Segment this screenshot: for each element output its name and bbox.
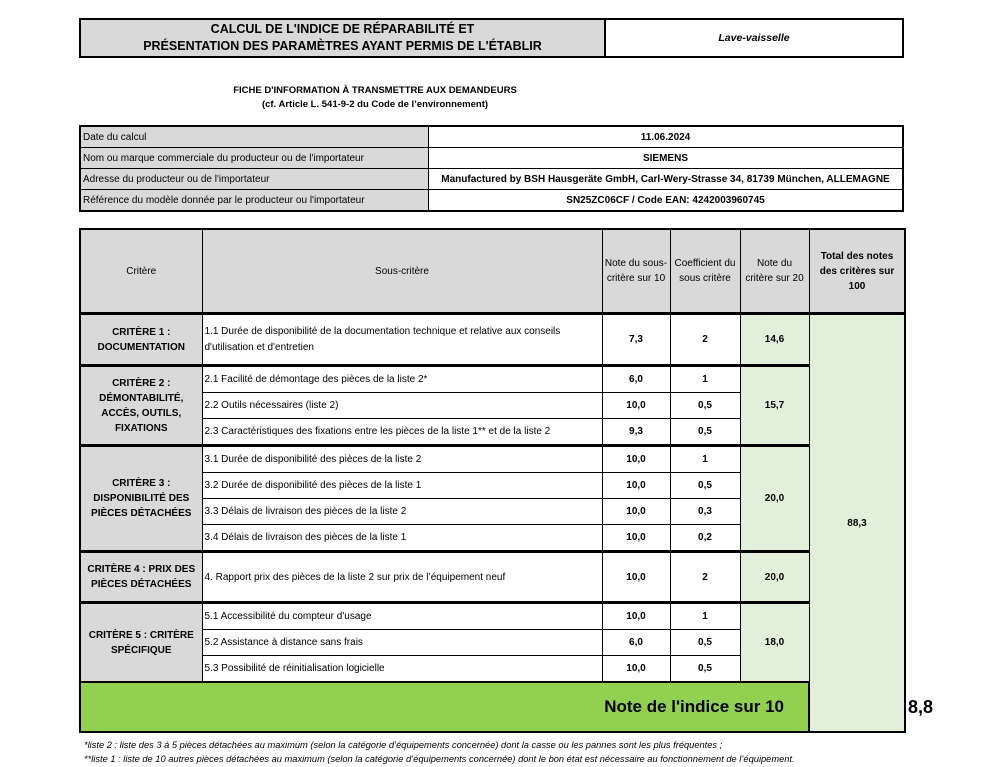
info-label: Nom ou marque commerciale du producteur ou de l'importateur [80, 148, 429, 169]
criterion-name: CRITÈRE 1 : DOCUMENTATION [80, 314, 202, 366]
subcriterion-coef: 0,5 [670, 393, 740, 419]
header-block [79, 18, 904, 58]
info-value: 11.06.2024 [429, 126, 904, 148]
info-row [80, 126, 903, 148]
subcriterion-coef: 2 [670, 314, 740, 366]
criterion-name: CRITÈRE 3 : DISPONIBILITÉ DES PIÈCES DÉTACHÉES [80, 446, 202, 552]
footnote-2: **liste 1 : liste de 10 autres pièces détachées au maximum (selon la catégorie d’équipements concernée) dont le bon état est nécessaire au fonctionnement de l’équipement. [84, 754, 795, 764]
criterion-name: CRITÈRE 2 : DÉMONTABILITÉ, ACCÈS, OUTILS, FIXATIONS [80, 366, 202, 446]
subcriterion-coef: 1 [670, 603, 740, 630]
fiche-line-1: FICHE D'INFORMATION À TRANSMETTRE AUX DEMANDEURS [233, 85, 517, 96]
subcriterion-coef: 0,5 [670, 473, 740, 499]
info-label: Référence du modèle donnée par le producteur ou l'importateur [80, 190, 429, 212]
subcriterion-label: 2.1 Facilité de démontage des pièces de la liste 2* [202, 366, 602, 393]
subcriterion-coef: 0,3 [670, 499, 740, 525]
criterion-name: CRITÈRE 4 : PRIX DES PIÈCES DÉTACHÉES [80, 552, 202, 603]
fiche-line-2: (cf. Article L. 541-9-2 du Code de l’environnement) [261, 99, 489, 110]
subcriterion-note: 10,0 [602, 603, 670, 630]
header-sous-critere: Sous-critère [202, 229, 602, 314]
subcriterion-coef: 2 [670, 552, 740, 603]
info-row [80, 169, 903, 190]
subcriterion-label: 5.3 Possibilité de réinitialisation logicielle [202, 656, 602, 683]
subcriterion-note: 10,0 [602, 393, 670, 419]
info-table [79, 125, 904, 212]
header-coef: Coefficient du sous critère [670, 229, 740, 314]
subcriterion-label: 3.2 Durée de disponibilité des pièces de la liste 1 [202, 473, 602, 499]
criterion-name: CRITÈRE 5 : CRITÈRE SPÉCIFIQUE [80, 603, 202, 683]
info-value: SN25ZC06CF / Code EAN: 4242003960745 [429, 190, 904, 212]
final-index-label: Note de l'indice sur 10 [80, 682, 809, 732]
info-label: Date du calcul [80, 126, 429, 148]
header-note-sous: Note du sous-critère sur 10 [602, 229, 670, 314]
subcriterion-label: 4. Rapport prix des pièces de la liste 2 sur prix de l’équipement neuf [202, 552, 602, 603]
subcriterion-coef: 1 [670, 446, 740, 473]
subcriterion-label: 3.3 Délais de livraison des pièces de la liste 2 [202, 499, 602, 525]
criterion-note: 14,6 [740, 314, 809, 366]
criterion-note: 15,7 [740, 366, 809, 446]
info-value: Manufactured by BSH Hausgeräte GmbH, Carl-Wery-Strasse 34, 81739 München, ALLEMAGNE [429, 169, 904, 190]
subcriterion-label: 3.4 Délais de livraison des pièces de la liste 1 [202, 525, 602, 552]
subcriterion-note: 10,0 [602, 525, 670, 552]
document-title [81, 20, 606, 56]
table-row [80, 366, 905, 393]
subcriterion-label: 1.1 Durée de disponibilité de la documentation technique et relative aux conseils d'utilisation et d'entretien [202, 314, 602, 366]
subcriterion-note: 10,0 [602, 552, 670, 603]
criterion-note: 18,0 [740, 603, 809, 683]
subcriterion-coef: 0,5 [670, 419, 740, 446]
criterion-note: 20,0 [740, 446, 809, 552]
subcriterion-label: 2.2 Outils nécessaires (liste 2) [202, 393, 602, 419]
table-row [80, 552, 905, 603]
subcriterion-note: 10,0 [602, 473, 670, 499]
info-value: SIEMENS [429, 148, 904, 169]
subcriterion-note: 7,3 [602, 314, 670, 366]
info-row [80, 148, 903, 169]
subcriterion-label: 5.1 Accessibilité du compteur d'usage [202, 603, 602, 630]
footnote-1: *liste 2 : liste des 3 à 5 pièces détachées au maximum (selon la catégorie d’équipements concernée) dont la casse ou les pannes sont les plus fréquentes ; [84, 740, 723, 750]
header-total: Total des notes des critères sur 100 [809, 229, 905, 314]
subcriterion-note: 10,0 [602, 656, 670, 683]
subcriterion-note: 10,0 [602, 499, 670, 525]
criterion-note: 20,0 [740, 552, 809, 603]
info-label: Adresse du producteur ou de l'importateur [80, 169, 429, 190]
final-row: Note de l'indice sur 10 8,8 [80, 682, 905, 732]
fiche-heading [180, 84, 570, 112]
header-critere: Critère [80, 229, 202, 314]
footnotes [84, 738, 984, 766]
info-row [80, 190, 903, 212]
subcriterion-coef: 0,5 [670, 656, 740, 683]
table-row [80, 446, 905, 473]
total-score: 88,3 [809, 314, 905, 733]
table-row [80, 603, 905, 630]
criteria-table [79, 228, 934, 733]
subcriterion-note: 6,0 [602, 630, 670, 656]
title-line-2: PRÉSENTATION DES PARAMÈTRES AYANT PERMIS DE L'ÉTABLIR [143, 39, 542, 53]
subcriterion-label: 5.2 Assistance à distance sans frais [202, 630, 602, 656]
title-line-1: CALCUL DE L'INDICE DE RÉPARABILITÉ ET [210, 22, 475, 36]
subcriterion-coef: 0,5 [670, 630, 740, 656]
subcriterion-coef: 0,2 [670, 525, 740, 552]
product-type: Lave-vaisselle [718, 32, 790, 44]
subcriterion-label: 3.1 Durée de disponibilité des pièces de la liste 2 [202, 446, 602, 473]
table-row [80, 314, 905, 366]
header-row [80, 229, 905, 314]
header-note-critere: Note du critère sur 20 [740, 229, 809, 314]
subcriterion-coef: 1 [670, 366, 740, 393]
subcriterion-note: 9,3 [602, 419, 670, 446]
subcriterion-note: 10,0 [602, 446, 670, 473]
subcriterion-label: 2.3 Caractéristiques des fixations entre les pièces de la liste 1** et de la liste 2 [202, 419, 602, 446]
subcriterion-note: 6,0 [602, 366, 670, 393]
